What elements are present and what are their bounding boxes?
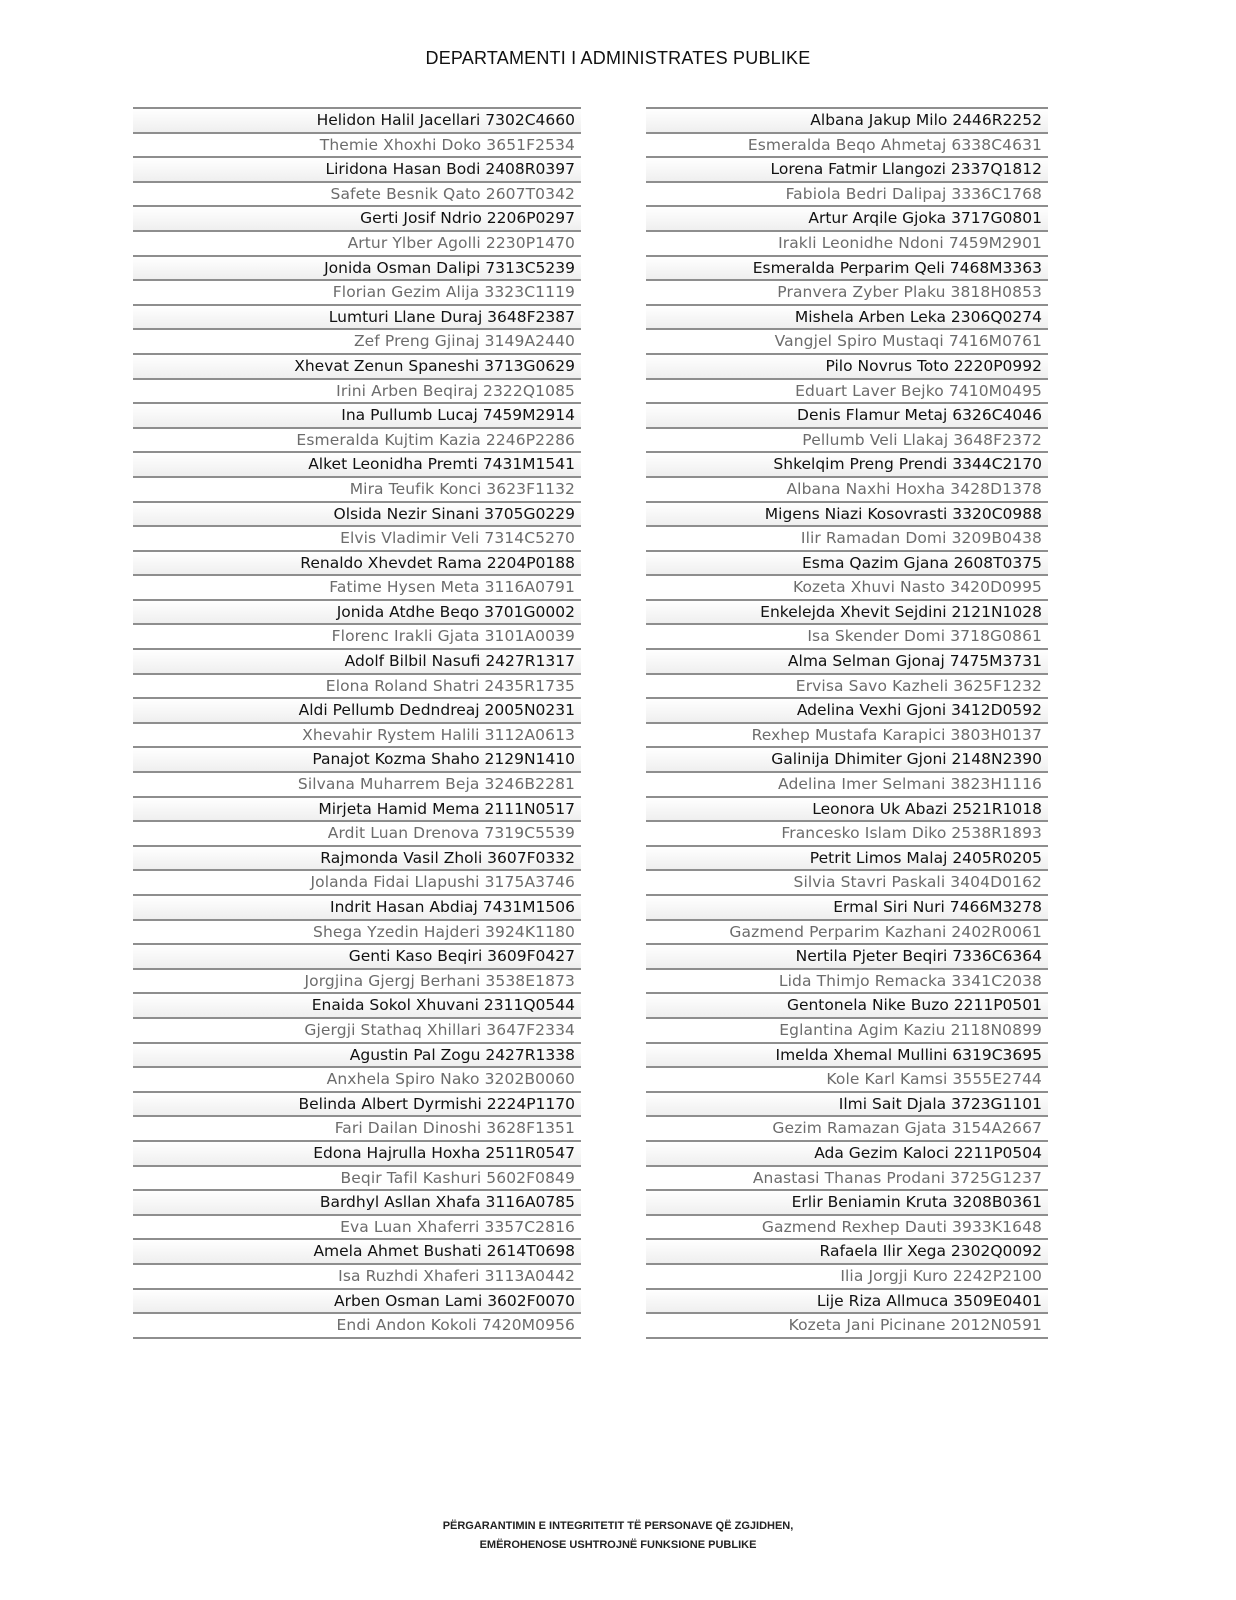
name-list-row: Ermal Siri Nuri 7466M3278 — [646, 896, 1048, 921]
name-list-row: Albana Naxhi Hoxha 3428D1378 — [646, 478, 1048, 503]
name-list-row: Rajmonda Vasil Zholi 3607F0332 — [133, 847, 581, 872]
name-list-row: Ada Gezim Kaloci 2211P0504 — [646, 1142, 1048, 1167]
name-list-row: Xhevat Zenun Spaneshi 3713G0629 — [133, 355, 581, 380]
name-list-row: Jorgjina Gjergj Berhani 3538E1873 — [133, 970, 581, 995]
name-list-row: Lorena Fatmir Llangozi 2337Q1812 — [646, 158, 1048, 183]
name-list-row: Bardhyl Asllan Xhafa 3116A0785 — [133, 1191, 581, 1216]
footer-line-2: EMËROHENOSE USHTROJNË FUNKSIONE PUBLIKE — [479, 1539, 757, 1551]
name-list-row: Eduart Laver Bejko 7410M0495 — [646, 380, 1048, 405]
name-list-row: Elvis Vladimir Veli 7314C5270 — [133, 527, 581, 552]
name-list-row: Helidon Halil Jacellari 7302C4660 — [133, 109, 581, 134]
name-list-row: Vangjel Spiro Mustaqi 7416M0761 — [646, 330, 1048, 355]
name-list-row: Beqir Tafil Kashuri 5602F0849 — [133, 1167, 581, 1192]
name-list-row: Mishela Arben Leka 2306Q0274 — [646, 306, 1048, 331]
name-list-row: Migens Niazi Kosovrasti 3320C0988 — [646, 503, 1048, 528]
name-list-row: Ardit Luan Drenova 7319C5539 — [133, 822, 581, 847]
name-list-row: Petrit Limos Malaj 2405R0205 — [646, 847, 1048, 872]
name-list-row: Jonida Osman Dalipi 7313C5239 — [133, 257, 581, 282]
name-list-row: Lumturi Llane Duraj 3648F2387 — [133, 306, 581, 331]
name-list-row: Mirjeta Hamid Mema 2111N0517 — [133, 798, 581, 823]
name-list-row: Esmeralda Kujtim Kazia 2246P2286 — [133, 429, 581, 454]
name-list-row: Arben Osman Lami 3602F0070 — [133, 1290, 581, 1315]
name-list-row: Kozeta Jani Picinane 2012N0591 — [646, 1314, 1048, 1339]
name-list-row: Eva Luan Xhaferri 3357C2816 — [133, 1216, 581, 1241]
name-list-row: Ervisa Savo Kazheli 3625F1232 — [646, 675, 1048, 700]
name-list-row: Galinija Dhimiter Gjoni 2148N2390 — [646, 748, 1048, 773]
name-list-row: Leonora Uk Abazi 2521R1018 — [646, 798, 1048, 823]
name-list-row: Anastasi Thanas Prodani 3725G1237 — [646, 1167, 1048, 1192]
name-list-row: Gezim Ramazan Gjata 3154A2667 — [646, 1117, 1048, 1142]
name-list-row: Adolf Bilbil Nasufi 2427R1317 — [133, 650, 581, 675]
name-list-row: Amela Ahmet Bushati 2614T0698 — [133, 1240, 581, 1265]
name-list-row: Enkelejda Xhevit Sejdini 2121N1028 — [646, 601, 1048, 626]
footer — [0, 1517, 1236, 1555]
name-list-row: Endi Andon Kokoli 7420M0956 — [133, 1314, 581, 1339]
name-list-row: Mira Teufik Konci 3623F1132 — [133, 478, 581, 503]
name-list-row: Ilia Jorgji Kuro 2242P2100 — [646, 1265, 1048, 1290]
name-list-row: Safete Besnik Qato 2607T0342 — [133, 183, 581, 208]
name-list-row: Adelina Vexhi Gjoni 3412D0592 — [646, 699, 1048, 724]
name-list-row: Edona Hajrulla Hoxha 2511R0547 — [133, 1142, 581, 1167]
name-list-row: Nertila Pjeter Beqiri 7336C6364 — [646, 945, 1048, 970]
name-list-row: Fari Dailan Dinoshi 3628F1351 — [133, 1117, 581, 1142]
name-list-row: Rafaela Ilir Xega 2302Q0092 — [646, 1240, 1048, 1265]
name-list-row: Jolanda Fidai Llapushi 3175A3746 — [133, 871, 581, 896]
name-list-row: Aldi Pellumb Dedndreaj 2005N0231 — [133, 699, 581, 724]
name-list-row: Shkelqim Preng Prendi 3344C2170 — [646, 453, 1048, 478]
name-list-row: Lije Riza Allmuca 3509E0401 — [646, 1290, 1048, 1315]
name-list-row: Albana Jakup Milo 2446R2252 — [646, 109, 1048, 134]
name-list-row: Kole Karl Kamsi 3555E2744 — [646, 1068, 1048, 1093]
name-list-row: Ina Pullumb Lucaj 7459M2914 — [133, 404, 581, 429]
name-list-row: Fabiola Bedri Dalipaj 3336C1768 — [646, 183, 1048, 208]
name-list-row: Isa Ruzhdi Xhaferi 3113A0442 — [133, 1265, 581, 1290]
name-list-row: Esmeralda Beqo Ahmetaj 6338C4631 — [646, 134, 1048, 159]
name-list-row: Liridona Hasan Bodi 2408R0397 — [133, 158, 581, 183]
name-list-row: Isa Skender Domi 3718G0861 — [646, 625, 1048, 650]
name-list-row: Olsida Nezir Sinani 3705G0229 — [133, 503, 581, 528]
name-list-row: Esmeralda Perparim Qeli 7468M3363 — [646, 257, 1048, 282]
page-title: DEPARTAMENTI I ADMINISTRATES PUBLIKE — [425, 48, 811, 68]
name-list-row: Francesko Islam Diko 2538R1893 — [646, 822, 1048, 847]
name-list-row: Agustin Pal Zogu 2427R1338 — [133, 1044, 581, 1069]
name-list-row: Indrit Hasan Abdiaj 7431M1506 — [133, 896, 581, 921]
name-list-row: Gazmend Perparim Kazhani 2402R0061 — [646, 921, 1048, 946]
name-list-row: Shega Yzedin Hajderi 3924K1180 — [133, 921, 581, 946]
name-list-row: Gjergji Stathaq Xhillari 3647F2334 — [133, 1019, 581, 1044]
name-list-row: Alket Leonidha Premti 7431M1541 — [133, 453, 581, 478]
name-list-row: Imelda Xhemal Mullini 6319C3695 — [646, 1044, 1048, 1069]
right-name-list — [646, 107, 1048, 1339]
name-list-row: Adelina Imer Selmani 3823H1116 — [646, 773, 1048, 798]
name-list-row: Anxhela Spiro Nako 3202B0060 — [133, 1068, 581, 1093]
name-list-row: Irakli Leonidhe Ndoni 7459M2901 — [646, 232, 1048, 257]
name-list-row: Ilmi Sait Djala 3723G1101 — [646, 1093, 1048, 1118]
name-list-row: Enaida Sokol Xhuvani 2311Q0544 — [133, 994, 581, 1019]
name-list-row: Gentonela Nike Buzo 2211P0501 — [646, 994, 1048, 1019]
name-list-row: Artur Ylber Agolli 2230P1470 — [133, 232, 581, 257]
name-list-row: Genti Kaso Beqiri 3609F0427 — [133, 945, 581, 970]
name-list-row: Elona Roland Shatri 2435R1735 — [133, 675, 581, 700]
left-name-list — [133, 107, 581, 1339]
name-list-row: Fatime Hysen Meta 3116A0791 — [133, 576, 581, 601]
name-list-row: Zef Preng Gjinaj 3149A2440 — [133, 330, 581, 355]
name-list-row: Ilir Ramadan Domi 3209B0438 — [646, 527, 1048, 552]
name-list-row: Silvana Muharrem Beja 3246B2281 — [133, 773, 581, 798]
name-list-row: Pranvera Zyber Plaku 3818H0853 — [646, 281, 1048, 306]
name-list-row: Erlir Beniamin Kruta 3208B0361 — [646, 1191, 1048, 1216]
name-list-row: Esma Qazim Gjana 2608T0375 — [646, 552, 1048, 577]
name-list-row: Alma Selman Gjonaj 7475M3731 — [646, 650, 1048, 675]
name-list-row: Themie Xhoxhi Doko 3651F2534 — [133, 134, 581, 159]
name-list-row: Gerti Josif Ndrio 2206P0297 — [133, 207, 581, 232]
name-list-row: Florian Gezim Alija 3323C1119 — [133, 281, 581, 306]
name-list-row: Pilo Novrus Toto 2220P0992 — [646, 355, 1048, 380]
name-list-row: Florenc Irakli Gjata 3101A0039 — [133, 625, 581, 650]
name-list-row: Irini Arben Beqiraj 2322Q1085 — [133, 380, 581, 405]
footer-line-1: PËRGARANTIMIN E INTEGRITETIT TË PERSONAVE QË ZGJIDHEN, — [442, 1520, 794, 1532]
name-list-row: Belinda Albert Dyrmishi 2224P1170 — [133, 1093, 581, 1118]
name-list-row: Renaldo Xhevdet Rama 2204P0188 — [133, 552, 581, 577]
name-list-row: Jonida Atdhe Beqo 3701G0002 — [133, 601, 581, 626]
name-list-row: Silvia Stavri Paskali 3404D0162 — [646, 871, 1048, 896]
name-list-row: Xhevahir Rystem Halili 3112A0613 — [133, 724, 581, 749]
name-list-row: Artur Arqile Gjoka 3717G0801 — [646, 207, 1048, 232]
name-list-row: Lida Thimjo Remacka 3341C2038 — [646, 970, 1048, 995]
name-list-row: Gazmend Rexhep Dauti 3933K1648 — [646, 1216, 1048, 1241]
name-list-row: Panajot Kozma Shaho 2129N1410 — [133, 748, 581, 773]
name-list-row: Eglantina Agim Kaziu 2118N0899 — [646, 1019, 1048, 1044]
name-list-row: Kozeta Xhuvi Nasto 3420D0995 — [646, 576, 1048, 601]
name-list-row: Denis Flamur Metaj 6326C4046 — [646, 404, 1048, 429]
name-list-row: Pellumb Veli Llakaj 3648F2372 — [646, 429, 1048, 454]
name-list-row: Rexhep Mustafa Karapici 3803H0137 — [646, 724, 1048, 749]
